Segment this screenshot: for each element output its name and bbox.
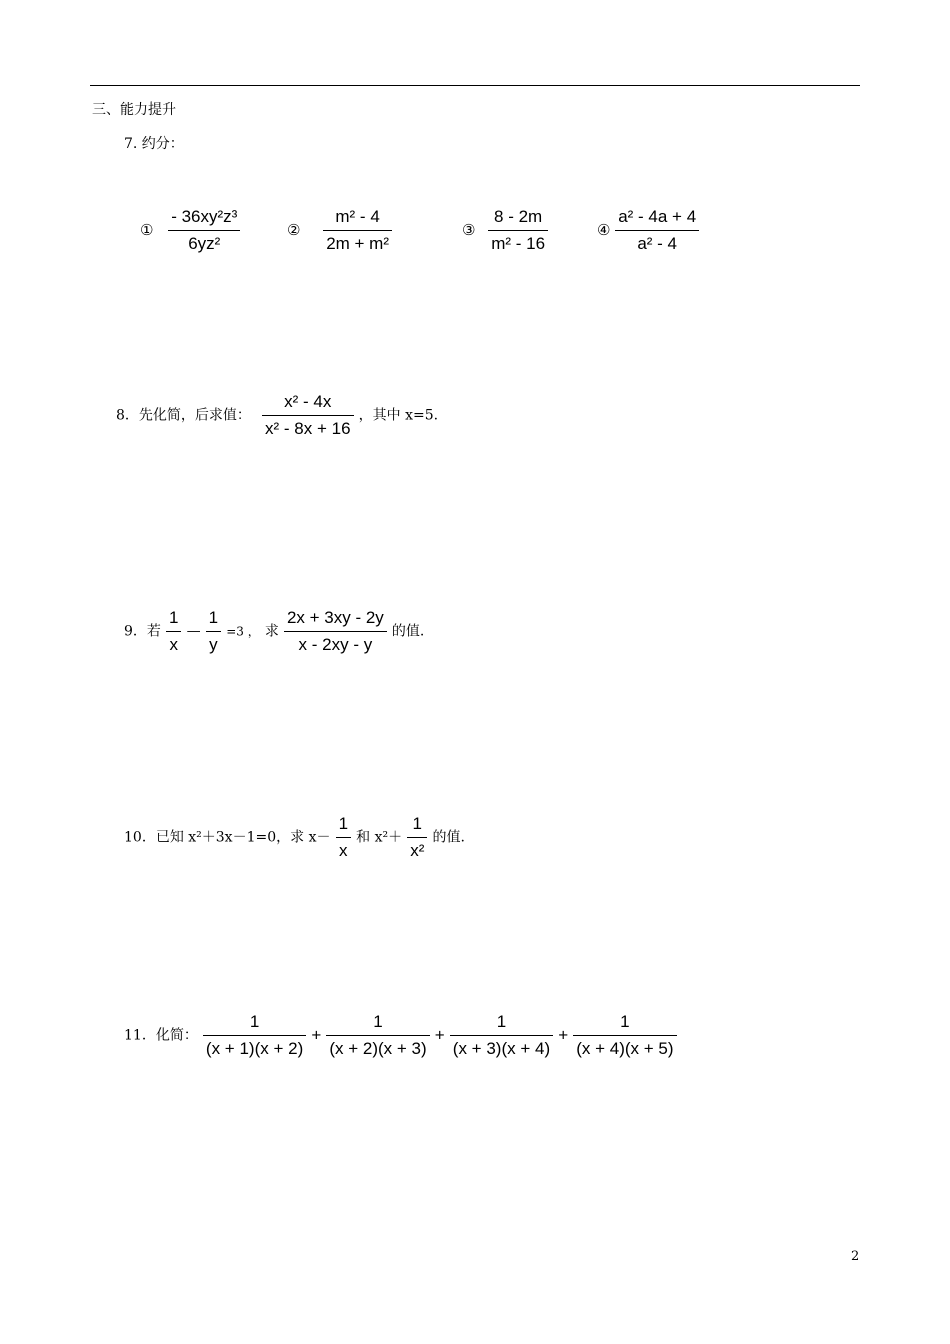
q7-num-1: - 36xy²z³ [168,207,240,231]
q7-den-3: m² - 16 [491,234,546,253]
q8-suffix: ，其中 x=5. [358,407,439,424]
q11-term-3-den: (x + 3)(x + 4) [452,1039,551,1058]
q11-term-2-den: (x + 2)(x + 3) [329,1039,427,1058]
q7-fraction-1 [168,207,240,254]
q11-term-3 [450,1012,553,1059]
q7-den-2: 2m + m² [326,234,389,253]
q7-num-3: 8 - 2m [488,207,548,231]
q7-item-3 [462,207,548,254]
q8-label: 8．先化简，后求值： [116,407,251,424]
q11-plus-1: + [311,1025,322,1045]
q8-den: x² - 8x + 16 [265,419,351,438]
q9-f2-den: y [209,635,218,654]
q11-term-3-num: 1 [450,1012,553,1036]
q10-line [124,814,465,861]
q8-num: x² - 4x [262,392,354,416]
q9-expr-den: x - 2xy - y [298,635,373,654]
page-number: 2 [851,1249,860,1264]
q11-label: 11．化简： [124,1027,198,1044]
header-rule [90,85,860,86]
q7-label: 7. 约分： [124,136,184,152]
q9-f1-den: x [169,635,178,654]
section-title: 三、能力提升 [92,102,176,118]
q7-den-4: a² - 4 [637,234,678,253]
q11-plus-3: + [558,1025,569,1045]
q7-item-1 [140,207,240,254]
q9-fraction-1x [166,608,181,655]
q11-term-4 [573,1012,676,1059]
q7-item-4 [597,207,699,254]
q7-num-2: m² - 4 [323,207,392,231]
q11-term-2-num: 1 [326,1012,429,1036]
q10-prefix: 10．已知 x²＋3x－1=0，求 x－ [124,829,331,846]
q9-suffix: 的值. [391,623,425,640]
q8-line [116,392,438,439]
q9-minus: — [186,623,201,640]
q9-label: 9．若 [124,623,161,640]
q7-item-2 [287,207,392,254]
q9-ask: 求 [264,623,279,640]
q7-marker-3: ③ [462,221,476,239]
q11-term-2 [326,1012,429,1059]
q10-suffix: 的值. [432,829,465,846]
q7-marker-2: ② [287,221,301,239]
q11-plus-2: + [434,1025,445,1045]
q9-fraction-1y [206,608,221,655]
q7-fraction-3 [488,207,548,254]
q7-num-4: a² - 4a + 4 [615,207,699,231]
q11-term-1 [203,1012,306,1059]
q9-expression [284,608,387,655]
q11-term-4-num: 1 [573,1012,676,1036]
q10-mid: 和 x²＋ [356,829,403,846]
q10-f2-den: x² [410,841,425,860]
q9-expr-num: 2x + 3xy - 2y [284,608,387,632]
q9-eq: =3 ， [226,624,260,639]
q7-marker-4: ④ [597,221,611,239]
q7-marker-1: ① [140,221,154,239]
q11-term-1-den: (x + 1)(x + 2) [205,1039,304,1058]
q11-term-4-den: (x + 4)(x + 5) [576,1039,674,1058]
q7-fraction-2 [323,207,392,254]
q10-f1-den: x [339,841,348,860]
q10-fraction-1x2 [407,814,427,861]
q8-fraction [262,392,354,439]
q10-f2-num: 1 [407,814,427,838]
q9-f1-num: 1 [166,608,181,632]
q10-f1-num: 1 [336,814,351,838]
q7-den-1: 6yz² [188,234,221,253]
q9-line [124,608,424,655]
q11-line [124,1012,677,1059]
q7-fraction-4 [615,207,699,254]
q10-fraction-1x [336,814,351,861]
q9-f2-num: 1 [206,608,221,632]
q11-term-1-num: 1 [203,1012,306,1036]
